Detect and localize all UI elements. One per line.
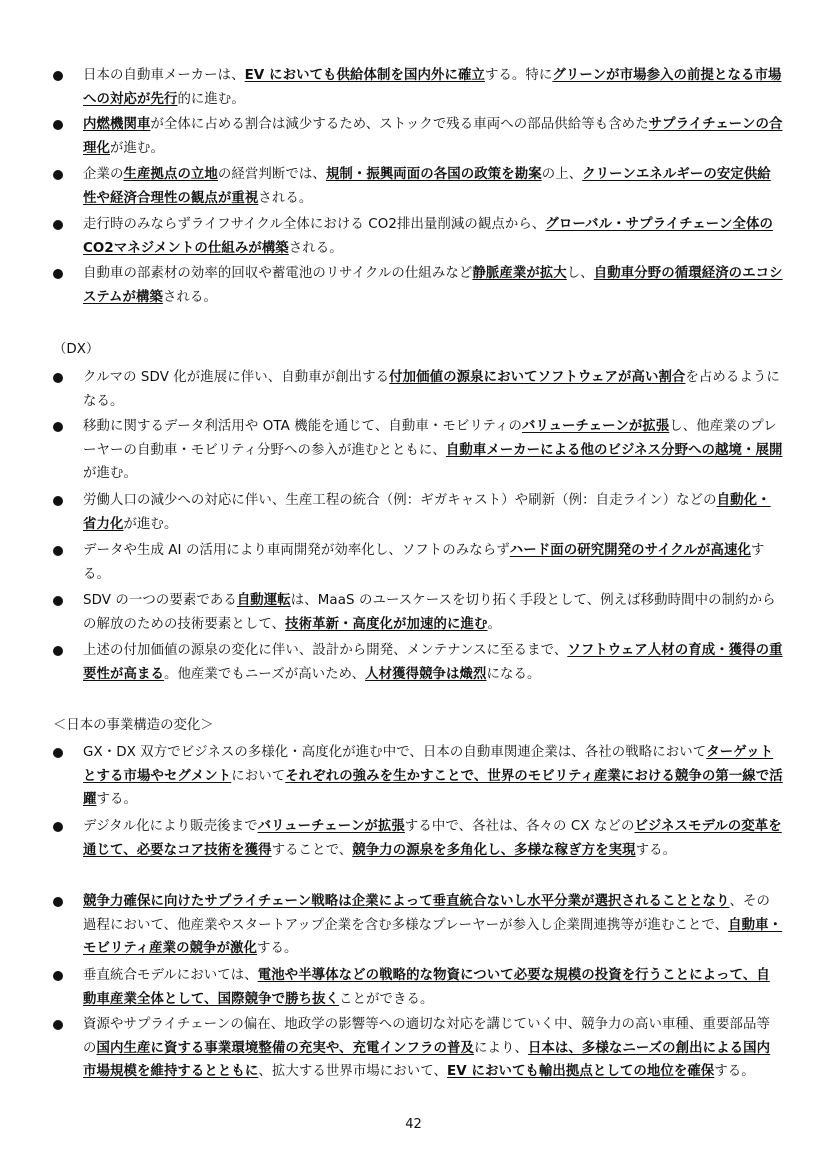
body-text: し、他産業のプレーヤーの自動車・モビリティ分野への参入が進むとともに、 [83, 419, 777, 458]
bullet-dot [53, 646, 63, 656]
bullet-dot [53, 220, 63, 230]
emphasis-text: 日本は、多様なニーズの創出による国内市場規模を維持するとともに [83, 1040, 771, 1079]
emphasis-text: 競争力確保に向けたサプライチェーン戦略は企業によって垂直統合ないし水平分業が選択されることとなり [83, 894, 730, 909]
emphasis-text: ソフトウェア人材の育成・獲得の重要性が高まる [83, 643, 783, 682]
body-text: を占めるようになる。 [83, 370, 780, 409]
bullet-item [53, 113, 783, 160]
bullet-text [83, 890, 783, 961]
bullet-dot [53, 748, 63, 758]
body-text: することで、 [271, 842, 353, 858]
bullet-item [53, 1013, 783, 1084]
body-text: する。 [714, 1064, 755, 1079]
bullet-text [83, 589, 783, 636]
bullet-dot [53, 170, 63, 180]
bullet-dot [53, 1020, 63, 1030]
body-text: SDV の一つの要素である [83, 593, 237, 608]
body-text: 走行時のみならずライフサイクル全体における CO2排出量削減の観点から、 [83, 217, 546, 232]
bullet-item [53, 741, 783, 812]
emphasis-text: 内燃機関車 [83, 117, 151, 132]
body-text: する。 [257, 941, 298, 956]
body-text: 日本の自動車メーカーは、 [83, 68, 245, 83]
body-text: の経営判断では、 [217, 167, 326, 182]
bullet-text [83, 539, 783, 586]
body-text: される。 [288, 240, 343, 256]
emphasis-text: 自動運転 [236, 593, 291, 608]
body-text: する。特に [484, 68, 553, 83]
body-text: が進む。 [83, 466, 137, 481]
bullet-text [83, 639, 783, 686]
body-text: し、 [566, 266, 594, 281]
emphasis-text: 競争力の源泉を多角化し、多様な稼ぎ方を実現 [352, 842, 636, 858]
body-text: する。 [635, 842, 677, 858]
bullet-dot [53, 596, 63, 606]
emphasis-text: バリューチェーンが拡張 [521, 419, 670, 434]
emphasis-text: EV においても輸出拠点としての地位を確保 [447, 1064, 715, 1079]
bullet-item [53, 890, 783, 961]
bullet-text [83, 964, 783, 1011]
emphasis-text: 国内生産に資する事業環境整備の充実や、充電インフラの普及 [96, 1040, 474, 1056]
emphasis-text: グローバル・サプライチェーン全体の CO2マネジメントの仕組みが構築 [83, 217, 773, 256]
body-text: する。 [83, 543, 765, 582]
bullet-item [53, 589, 783, 636]
bullet-dot [53, 971, 63, 981]
emphasis-text: ターゲットとする市場やセグメント [83, 745, 774, 784]
emphasis-text: 技術革新・高度化が加速的に進む [285, 616, 488, 632]
bullet-dot [53, 897, 63, 907]
body-text: 自動車の部素材の効率的回収や蓄電池のリサイクルの仕組みなど [83, 266, 473, 281]
bullet-item [53, 539, 783, 586]
bullet-text [83, 64, 783, 111]
bullet-text [83, 741, 783, 812]
body-text: される。 [163, 289, 217, 305]
bullet-dot [53, 373, 63, 383]
emphasis-text: 静脈産業が拡大 [472, 266, 567, 281]
bullet-item [53, 366, 783, 413]
section-heading-dx: （DX） [53, 342, 100, 357]
bullet-item [53, 64, 783, 111]
bullet-item [53, 415, 783, 486]
emphasis-text: 自動車分野の循環経済のエコシステムが構築 [83, 266, 783, 305]
bullet-item [53, 163, 783, 210]
body-text: 、拡大する世界市場において、 [258, 1064, 447, 1079]
bullet-dot [53, 546, 63, 556]
bullet-item [53, 489, 783, 536]
emphasis-text: クリーンエネルギーの安定供給性や経済合理性の観点が重視 [83, 167, 771, 206]
emphasis-text: バリューチェーンが拡張 [257, 819, 405, 834]
body-text: する。 [96, 792, 137, 807]
bullet-text [83, 113, 783, 160]
section-heading-business-structure: ＜日本の事業構造の変化＞ [53, 718, 214, 733]
body-text: データや生成 AI の活用により車両開発が効率化し、ソフトのみならず [83, 543, 510, 558]
body-text: が全体に占める割合は減少するため、ストックで残る車両への部品供給等も含めた [150, 117, 649, 132]
bullet-text [83, 213, 783, 260]
bullet-item [53, 815, 783, 862]
emphasis-text: 電池や半導体などの戦略的な物資について必要な規模の投資を行うことによって、自動車産業全体として、国際競争で勝ち抜く [83, 968, 770, 1007]
emphasis-text: ハード面の研究開発のサイクルが高速化 [509, 543, 751, 558]
body-text: GX・DX 双方でビジネスの多様化・高度化が進む中で、日本の自動車関連企業は、各社の戦略において [83, 745, 707, 760]
bullet-dot [53, 71, 63, 81]
body-text: 労働人口の減少への対応に伴い、生産工程の統合（例：ギガキャスト）や刷新（例：自走ライン）などの [83, 493, 717, 508]
bullet-text [83, 163, 783, 210]
body-text: が進む。 [123, 516, 178, 532]
emphasis-text: 自動化・省力化 [83, 493, 771, 532]
emphasis-text: 生産拠点の立地 [123, 167, 218, 182]
bullet-dot [53, 496, 63, 506]
body-text: において [231, 768, 286, 784]
bullet-text [83, 489, 783, 536]
emphasis-text: グリーンが市場参入の前提となる市場への対応が先行 [83, 68, 782, 107]
emphasis-text: 自動車メーカーによる他のビジネス分野への越境・展開 [445, 442, 783, 458]
page-number: 42 [405, 1117, 422, 1132]
bullet-text [83, 415, 783, 486]
body-text: 資源やサプライチェーンの偏在、地政学の影響等への適切な対応を講じていく中、競争力の高い車種、重要部品等の [83, 1017, 770, 1056]
emphasis-text: 自動車・モビリティ産業の競争が激化 [83, 917, 783, 956]
body-text: の上、 [541, 167, 583, 182]
bullet-dot [53, 422, 63, 432]
bullet-item [53, 213, 783, 260]
bullet-text [83, 262, 783, 309]
bullet-text [83, 366, 783, 413]
body-text: により、 [473, 1040, 528, 1056]
emphasis-text: ビジネスモデルの変革を通じて、必要なコア技術を獲得 [83, 819, 782, 858]
bullet-item [53, 262, 783, 309]
bullet-dot [53, 120, 63, 130]
bullet-dot [53, 822, 63, 832]
body-text: 上述の付加価値の源泉の変化に伴い、設計から開発、メンテナンスに至るまで、 [83, 643, 568, 658]
bullet-text [83, 1013, 783, 1084]
emphasis-text: 人材獲得競争は熾烈 [365, 666, 487, 682]
bullet-item [53, 639, 783, 686]
emphasis-text: 付加価値の源泉においてソフトウェアが高い割合 [389, 370, 686, 385]
emphasis-text: 規制・振興両面の各国の政策を勘案 [325, 167, 542, 182]
body-text: する中で、各社は、各々の CX などの [404, 819, 635, 834]
bullet-dot [53, 269, 63, 279]
body-text: 垂直統合モデルにおいては、 [83, 968, 258, 983]
body-text: 企業の [83, 167, 124, 182]
body-text: 、その過程において、他産業やスタートアップ企業を含む多様なプレーヤーが参入し企業間連携等が進むことで、 [83, 894, 770, 933]
body-text: が進む。 [109, 140, 164, 156]
body-text: になる。 [486, 666, 541, 682]
body-text: 。他産業でもニーズが高いため、 [163, 666, 366, 682]
bullet-item [53, 964, 783, 1011]
emphasis-text: それぞれの強みを生かすことで、世界のモビリティ産業における競争の第一線で活躍 [83, 768, 783, 807]
emphasis-text: EV においても供給体制を国内外に確立 [244, 68, 485, 83]
emphasis-text: サプライチェーンの合理化 [83, 117, 783, 156]
body-text: 的に進む。 [177, 91, 245, 107]
body-text: クルマの SDV 化が進展に伴い、自動車が創出する [83, 370, 390, 385]
bullet-text [83, 815, 783, 862]
body-text: は、MaaS のユースケースを切り拓く手段として、例えば移動時間中の制約からの解放のための技術要素として、 [83, 593, 776, 632]
body-text: デジタル化により販売後まで [83, 819, 258, 834]
body-text: ことができる。 [339, 991, 434, 1007]
body-text: 移動に関するデータ利活用や OTA 機能を通じて、自動車・モビリティの [83, 419, 522, 434]
body-text: される。 [258, 190, 313, 206]
body-text: 。 [487, 616, 501, 632]
